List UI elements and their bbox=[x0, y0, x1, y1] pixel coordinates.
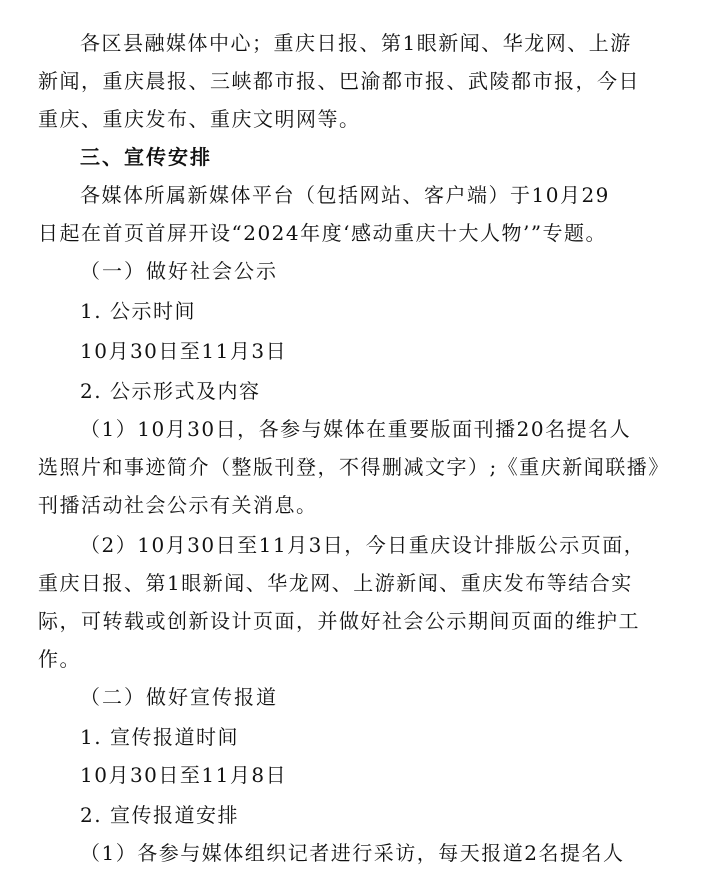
paragraph-line: 各区县融媒体中心；重庆日报、第1眼新闻、华龙网、上游 bbox=[80, 31, 632, 55]
paragraph-line: 重庆日报、第1眼新闻、华龙网、上游新闻、重庆发布等结合实 bbox=[38, 571, 633, 595]
paragraph-line: （1）各参与媒体组织记者进行采访，每天报道2名提名人 bbox=[80, 841, 625, 865]
paragraph-line: 际，可转载或创新设计页面，并做好社会公示期间页面的维护工 bbox=[38, 609, 640, 633]
section-heading: 三、宣传安排 bbox=[80, 145, 212, 169]
list-item: 1. 公示时间 bbox=[80, 299, 196, 323]
paragraph-line: 日起在首页首屏开设“2024年度‘感动重庆十大人物’”专题。 bbox=[38, 221, 608, 245]
paragraph-line: 10月30日至11月8日 bbox=[80, 763, 288, 787]
paragraph-line: 新闻，重庆晨报、三峡都市报、巴渝都市报、武陵都市报，今日 bbox=[38, 69, 640, 93]
paragraph-line: 选照片和事迹简介（整版刊登，不得删减文字）;《重庆新闻联播》 bbox=[38, 455, 670, 479]
list-item: 2. 公示形式及内容 bbox=[80, 379, 261, 403]
subsection-heading: （一）做好社会公示 bbox=[80, 259, 278, 283]
paragraph-line: （2）10月30日至11月3日，今日重庆设计排版公示页面， bbox=[80, 533, 646, 557]
paragraph-line: 各媒体所属新媒体平台（包括网站、客户端）于10月29 bbox=[80, 183, 610, 207]
list-item: 1. 宣传报道时间 bbox=[80, 725, 239, 749]
subsection-heading: （二）做好宣传报道 bbox=[80, 685, 278, 709]
paragraph-line: 作。 bbox=[38, 647, 81, 671]
list-item: 2. 宣传报道安排 bbox=[80, 803, 239, 827]
paragraph-line: （1）10月30日，各参与媒体在重要版面刊播20名提名人 bbox=[80, 417, 632, 441]
paragraph-line: 重庆、重庆发布、重庆文明网等。 bbox=[38, 107, 361, 131]
paragraph-line: 刊播活动社会公示有关消息。 bbox=[38, 493, 318, 517]
paragraph-line: 10月30日至11月3日 bbox=[80, 339, 288, 363]
